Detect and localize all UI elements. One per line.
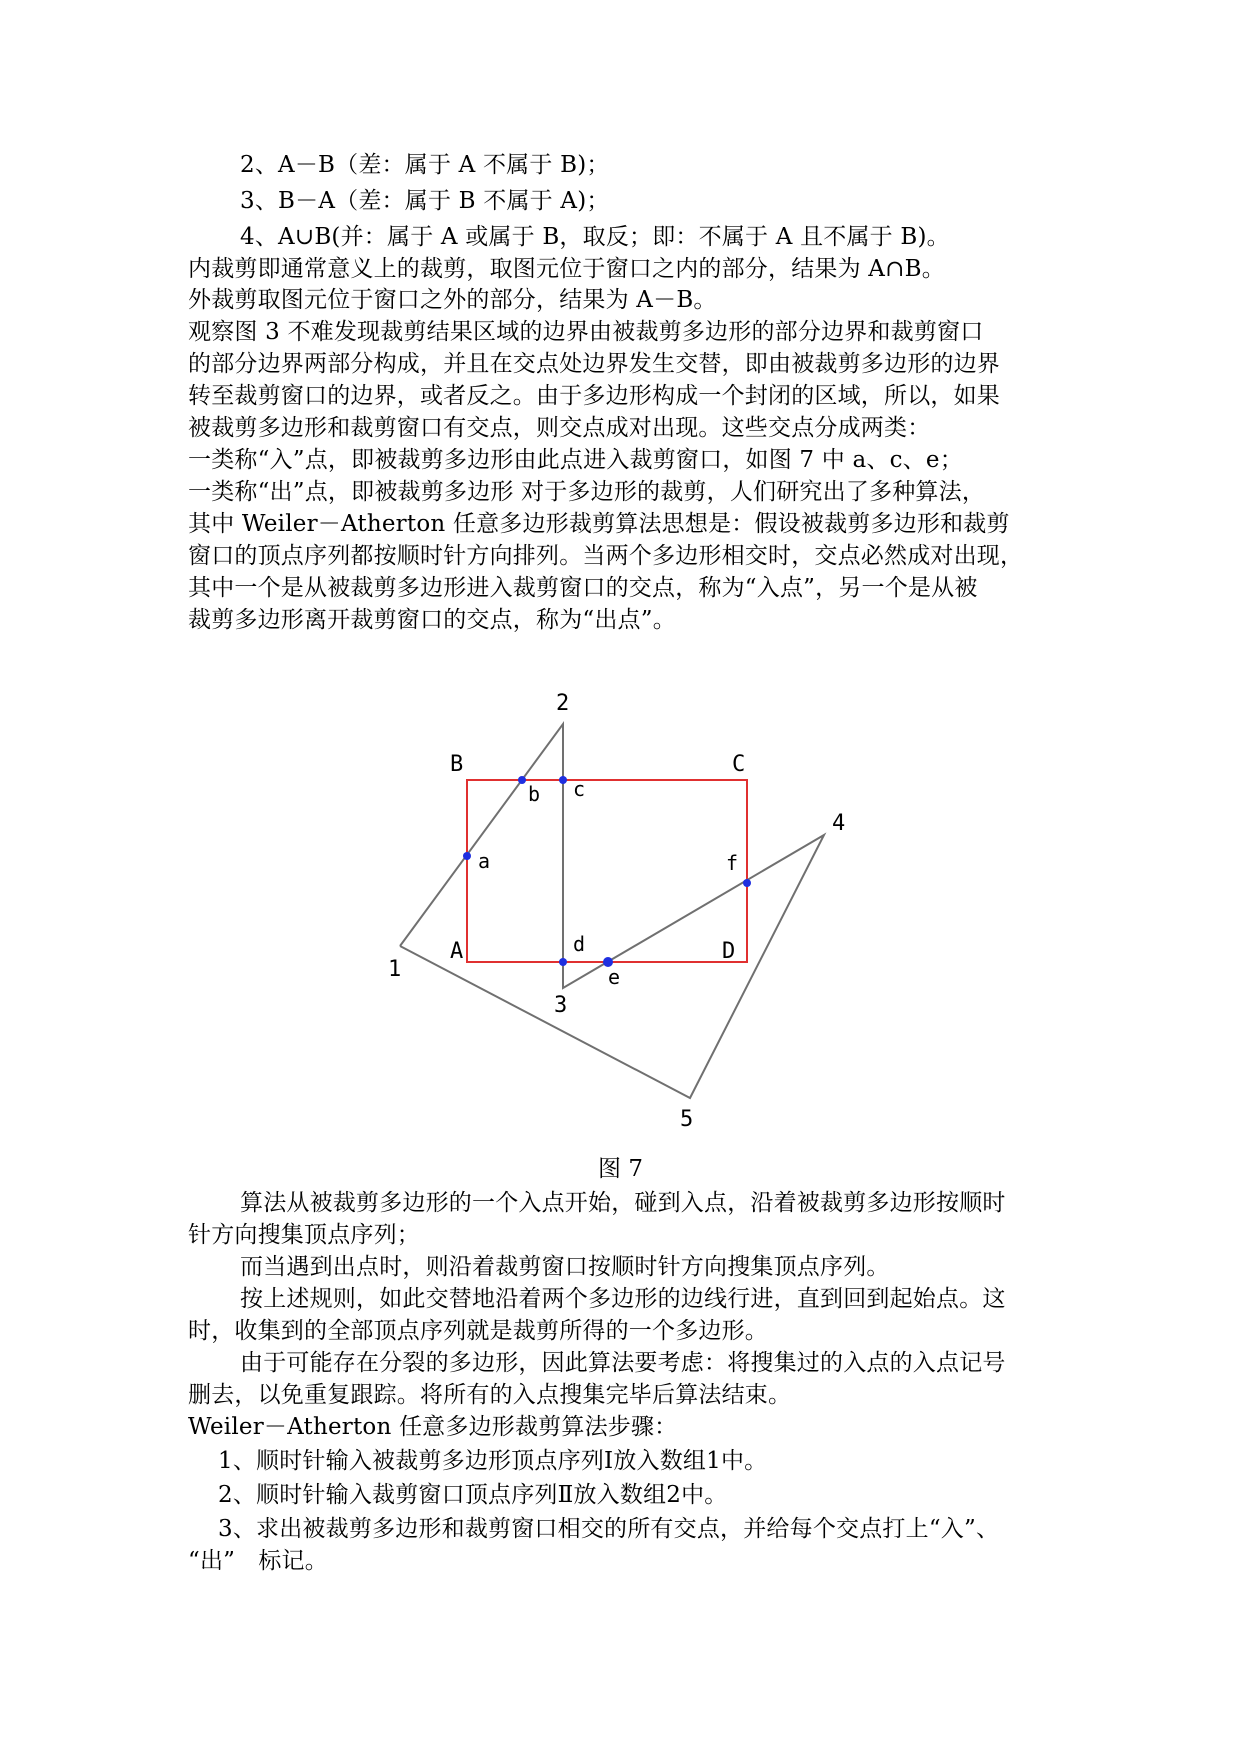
paragraph-exit-points: 一类称“出”点，即被裁剪多边形 对于多边形的裁剪，人们研究出了多种算法， <box>188 479 986 505</box>
paragraph-observe-line-1: 观察图 3 不难发现裁剪结果区域的边界由被裁剪多边形的部分边界和裁剪窗口 <box>188 319 984 345</box>
window-label-D: D <box>722 939 736 964</box>
intersection-point-c <box>559 776 567 784</box>
step-1: 1、顺时针输入被裁剪多边形顶点序列Ⅰ放入数组1中。 <box>218 1448 768 1474</box>
intersection-label-f: f <box>726 851 739 875</box>
paragraph-entry-points: 一类称“入”点，即被裁剪多边形由此点进入裁剪窗口，如图 7 中 a、c、e； <box>188 447 963 473</box>
vertex-label-3: 3 <box>554 993 568 1018</box>
vertex-label-5: 5 <box>680 1107 694 1132</box>
paragraph-observe-line-2: 的部分边界两部分构成，并且在交点处边界发生交替，即由被裁剪多边形的边界 <box>188 351 1000 377</box>
steps-heading: Weiler－Atherton 任意多边形裁剪算法步骤： <box>188 1414 678 1440</box>
intersection-label-c: c <box>573 777 586 801</box>
paragraph-alternate-line-2: 时，收集到的全部顶点序列就是裁剪所得的一个多边形。 <box>188 1318 768 1344</box>
clipping-diagram-svg <box>370 688 850 1148</box>
list-item-difference-a-b: 2、A－B（差：属于 A 不属于 B)； <box>240 152 610 178</box>
window-label-A: A <box>450 939 464 964</box>
clip-window-rect <box>467 780 747 962</box>
paragraph-start-line-2: 针方向搜集顶点序列； <box>188 1222 420 1248</box>
paragraph-exit-rule: 而当遇到出点时，则沿着裁剪窗口按顺时针方向搜集顶点序列。 <box>240 1254 890 1280</box>
paragraph-algorithm-line-2: 窗口的顶点序列都按顺时针方向排列。当两个多边形相交时，交点必然成对出现， <box>188 543 1024 569</box>
figure-caption: 图 7 <box>598 1156 643 1182</box>
figure-7-diagram <box>370 688 850 1148</box>
intersection-label-b: b <box>528 782 541 806</box>
paragraph-algorithm-line-1: 其中 Weiler－Atherton 任意多边形裁剪算法思想是：假设被裁剪多边形和裁剪 <box>188 511 1010 537</box>
paragraph-alternate-line-1: 按上述规则，如此交替地沿着两个多边形的边线行进，直到回到起始点。这 <box>240 1286 1006 1312</box>
intersection-label-a: a <box>478 849 491 873</box>
intersection-point-b <box>518 776 526 784</box>
step-2: 2、顺时针输入裁剪窗口顶点序列Ⅱ放入数组2中。 <box>218 1482 728 1508</box>
window-label-C: C <box>732 752 746 777</box>
intersection-label-e: e <box>608 965 621 989</box>
paragraph-observe-line-3: 转至裁剪窗口的边界，或者反之。由于多边形构成一个封闭的区域，所以，如果 <box>188 383 1000 409</box>
paragraph-observe-line-4: 被裁剪多边形和裁剪窗口有交点，则交点成对出现。这些交点分成两类： <box>188 415 931 441</box>
step-3-line-1: 3、求出被裁剪多边形和裁剪窗口相交的所有交点，并给每个交点打上“入”、 <box>218 1516 1000 1542</box>
list-item-union: 4、A∪B(并：属于 A 或属于 B，取反；即：不属于 A 且不属于 B)。 <box>240 224 950 250</box>
intersection-point-f <box>743 879 751 887</box>
paragraph-inner-clip: 内裁剪即通常意义上的裁剪，取图元位于窗口之内的部分，结果为 A∩B。 <box>188 256 945 282</box>
paragraph-start-line-1: 算法从被裁剪多边形的一个入点开始，碰到入点，沿着被裁剪多边形按顺时 <box>240 1190 1006 1216</box>
list-item-difference-b-a: 3、B－A（差：属于 B 不属于 A)； <box>240 188 610 214</box>
paragraph-outer-clip: 外裁剪取图元位于窗口之外的部分，结果为 A－B。 <box>188 287 717 313</box>
paragraph-algorithm-line-4: 裁剪多边形离开裁剪窗口的交点，称为“出点”。 <box>188 607 676 633</box>
step-3-line-2: “出” 标记。 <box>188 1548 328 1574</box>
vertex-label-2: 2 <box>556 691 570 716</box>
vertex-label-1: 1 <box>388 957 402 982</box>
window-label-B: B <box>450 752 464 777</box>
paragraph-split-line-1: 由于可能存在分裂的多边形，因此算法要考虑：将搜集过的入点的入点记号 <box>240 1350 1006 1376</box>
vertex-label-4: 4 <box>832 811 846 836</box>
paragraph-algorithm-line-3: 其中一个是从被裁剪多边形进入裁剪窗口的交点，称为“入点”，另一个是从被 <box>188 575 978 601</box>
intersection-label-d: d <box>573 932 586 956</box>
intersection-point-d <box>559 958 567 966</box>
paragraph-split-line-2: 删去，以免重复跟踪。将所有的入点搜集完毕后算法结束。 <box>188 1382 792 1408</box>
intersection-point-a <box>463 852 471 860</box>
